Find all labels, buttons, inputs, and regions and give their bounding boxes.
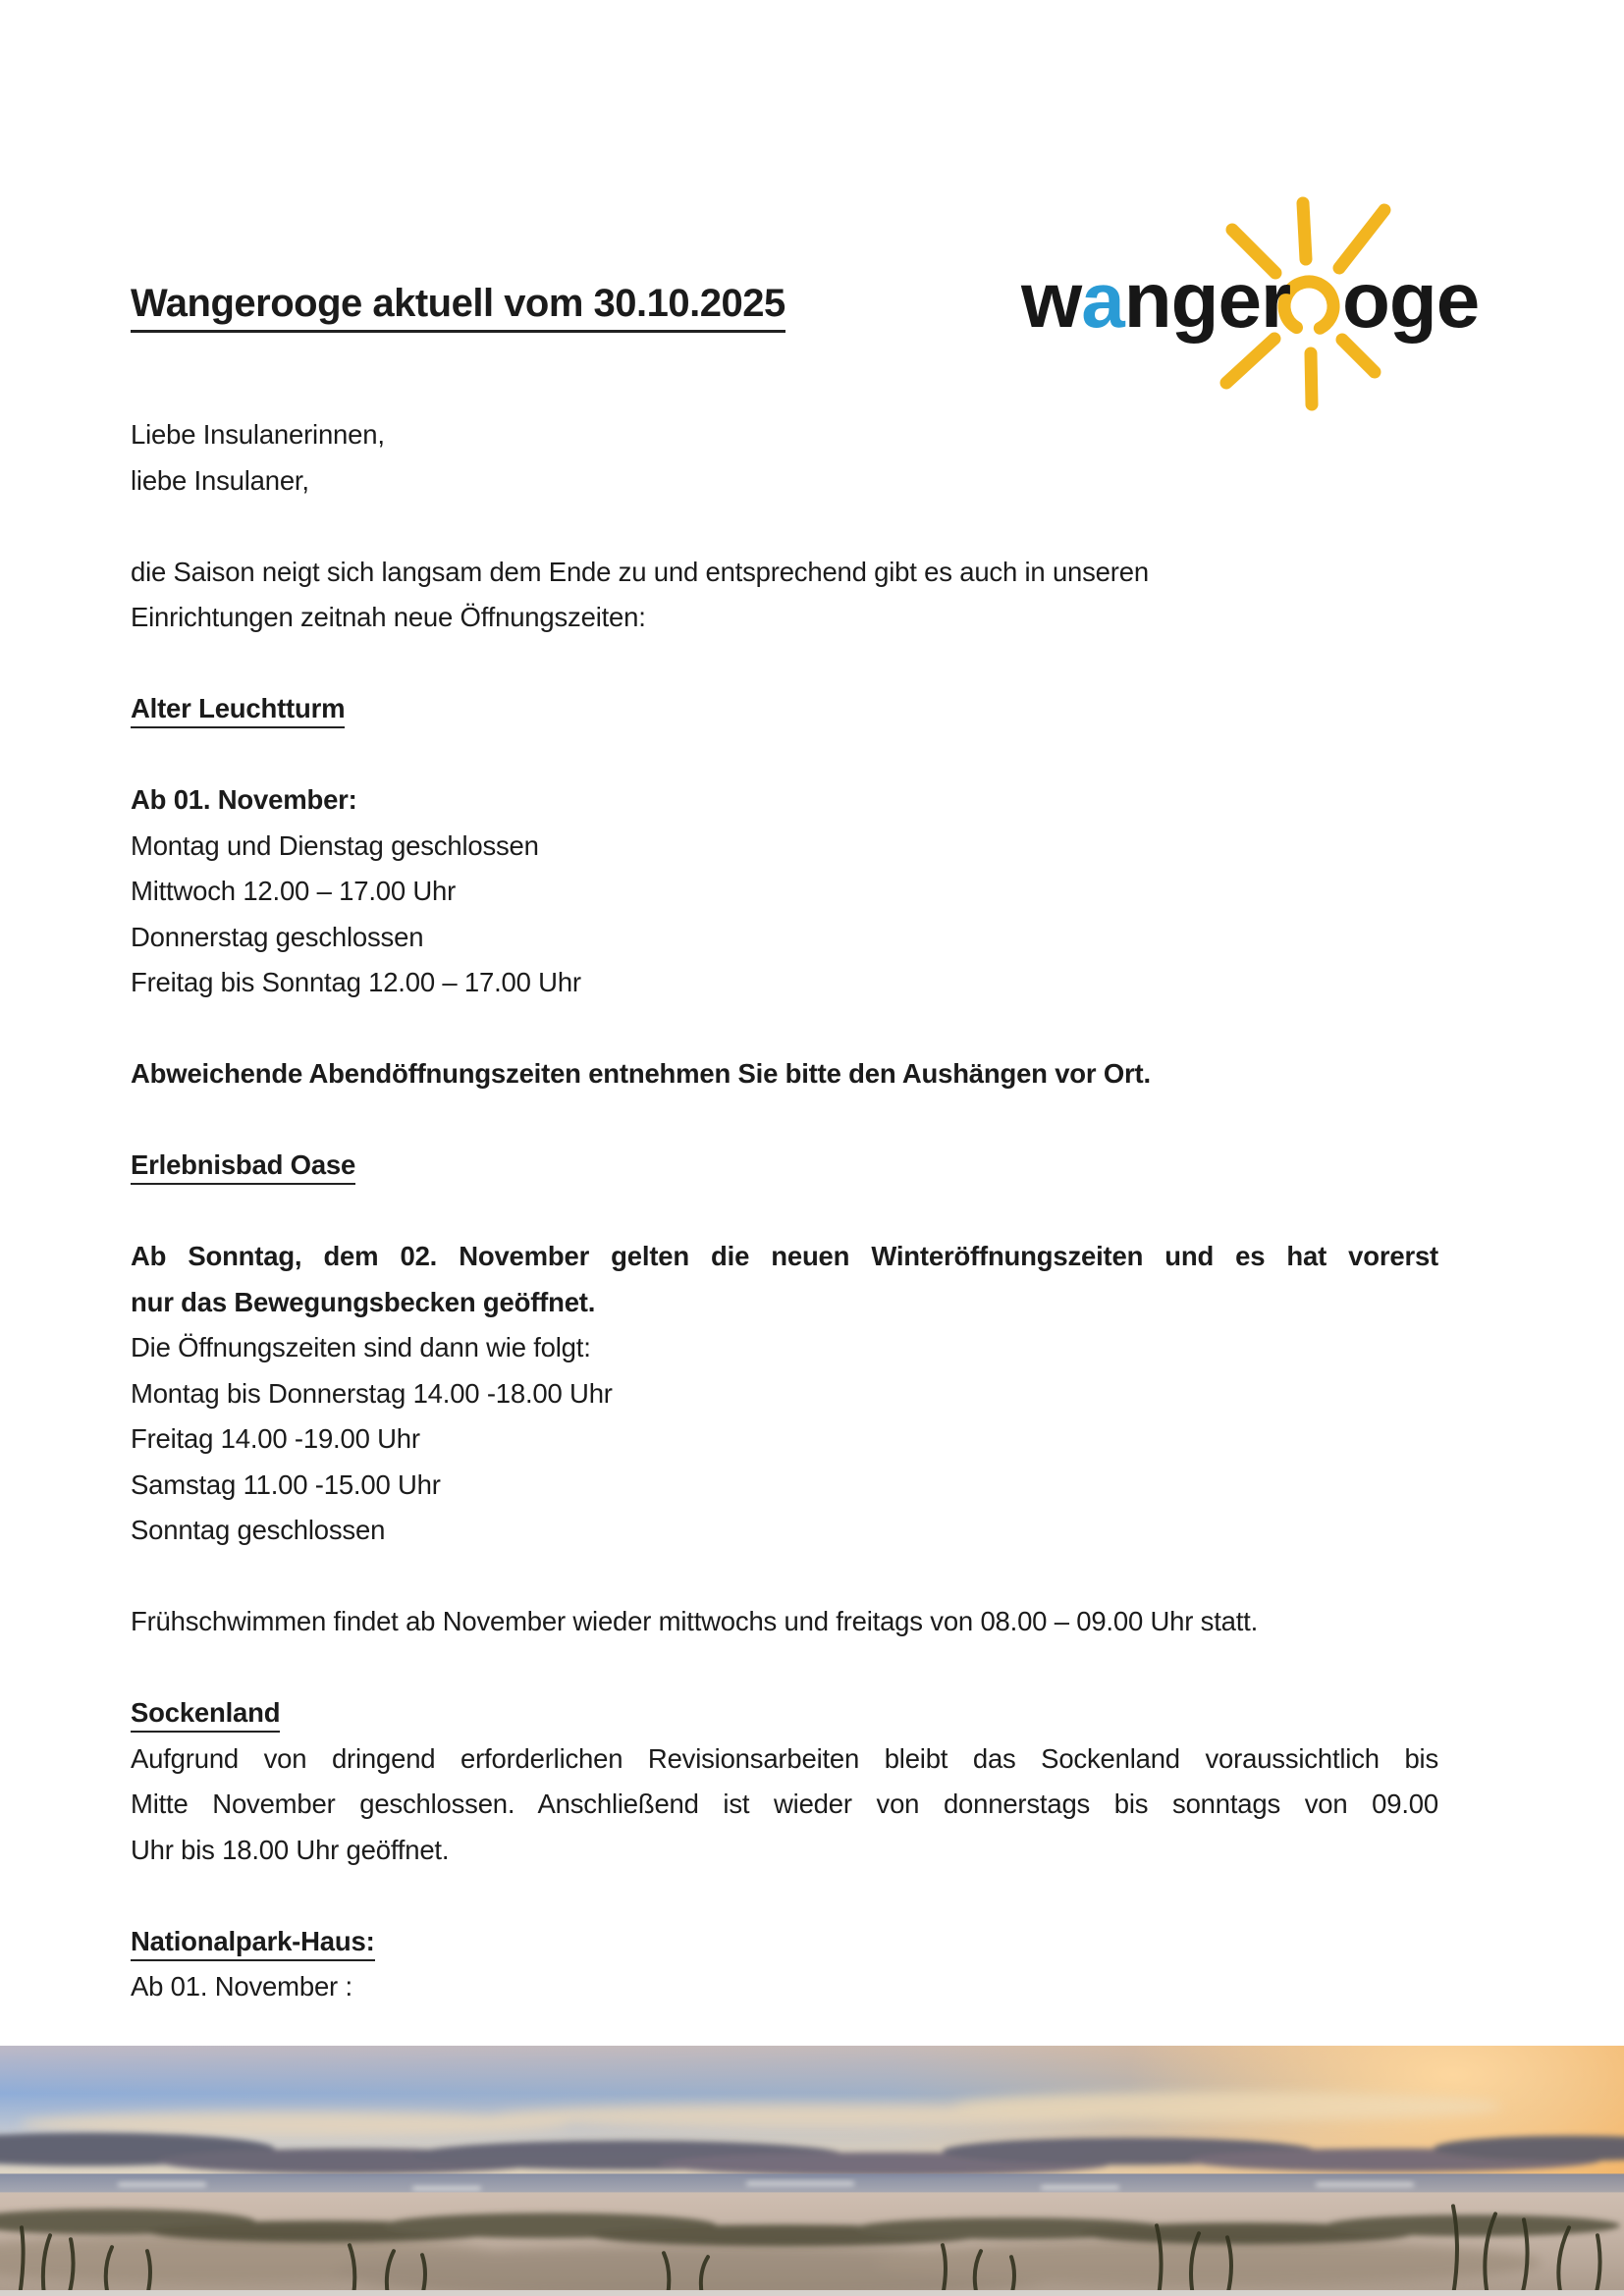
logo-text-right: oge [1342, 256, 1480, 344]
note-line: Abweichende Abendöffnungszeiten entnehmen Sie bitte den Aushängen vor Ort. [131, 1058, 1151, 1089]
spacer [131, 504, 1438, 550]
paragraph-line: Mitte November geschlossen. Anschließend ist wieder von donnerstags bis sonntags von 09.00 [131, 1789, 1438, 1819]
logo-letters-nger: nger [1123, 256, 1291, 344]
spacer [131, 1097, 1438, 1144]
section-heading-alter-leuchtturm: Alter Leuchtturm [131, 686, 1438, 732]
letter-body [131, 412, 1438, 2010]
schedule-line: Freitag 14.00 -19.00 Uhr [131, 1423, 420, 1454]
paragraph-line: Aufgrund von dringend erforderlichen Revisionsarbeiten bleibt das Sockenland voraussichtlich bis [131, 1742, 1438, 1774]
bold-paragraph-line: Ab Sonntag, dem 02. November gelten die neuen Winteröffnungszeiten und es hat vorerst [131, 1241, 1438, 1271]
page-title [131, 282, 785, 326]
greeting-line: Liebe Insulanerinnen, [131, 419, 385, 450]
schedule-line: Freitag bis Sonntag 12.00 – 17.00 Uhr [131, 967, 581, 997]
section-heading-sockenland: Sockenland [131, 1690, 1438, 1736]
note-line: Frühschwimmen findet ab November wieder mittwochs und freitags von 08.00 – 09.00 Uhr statt. [131, 1606, 1259, 1636]
schedule-line: Samstag 11.00 -15.00 Uhr [131, 1468, 441, 1500]
schedule-line: Donnerstag geschlossen [131, 921, 424, 952]
intro-line: die Saison neigt sich langsam dem Ende zu und entsprechend gibt es auch in unseren [131, 556, 1149, 587]
spacer [131, 1873, 1438, 1919]
logo-text-left [1021, 256, 1291, 344]
schedule-line: Sonntag geschlossen [131, 1515, 386, 1545]
beach-panorama-photo [0, 2046, 1624, 2296]
wangerooge-logo [997, 145, 1566, 415]
logo-letter-a: a [1081, 256, 1124, 344]
greeting-line: liebe Insulaner, [131, 464, 309, 496]
spacer [131, 1189, 1438, 1235]
spacer [131, 1645, 1438, 1691]
paragraph-line: Uhr bis 18.00 Uhr geöffnet. [131, 1834, 450, 1865]
paragraph-line: Ab 01. November : [131, 1971, 352, 2002]
logo-letter-w: w [1021, 256, 1082, 344]
section-heading-nationalpark-haus: Nationalpark-Haus: [131, 1919, 1438, 1965]
spacer [131, 641, 1438, 687]
bold-paragraph-line: nur das Bewegungsbecken geöffnet. [131, 1286, 596, 1317]
spacer [131, 1554, 1438, 1600]
intro-line: Einrichtungen zeitnah neue Öffnungszeiten: [131, 602, 646, 632]
schedule-line: Mittwoch 12.00 – 17.00 Uhr [131, 876, 457, 906]
page-title-text: Wangerooge aktuell vom 30.10.2025 [131, 282, 785, 333]
spacer [131, 1006, 1438, 1052]
schedule-line: Montag und Dienstag geschlossen [131, 829, 539, 861]
spacer [131, 732, 1438, 778]
list-intro-line: Die Öffnungszeiten sind dann wie folgt: [131, 1332, 591, 1362]
section-heading-erlebnisbad-oase: Erlebnisbad Oase [131, 1143, 1438, 1189]
subheading: Ab 01. November: [131, 784, 357, 815]
schedule-line: Montag bis Donnerstag 14.00 -18.00 Uhr [131, 1377, 613, 1409]
